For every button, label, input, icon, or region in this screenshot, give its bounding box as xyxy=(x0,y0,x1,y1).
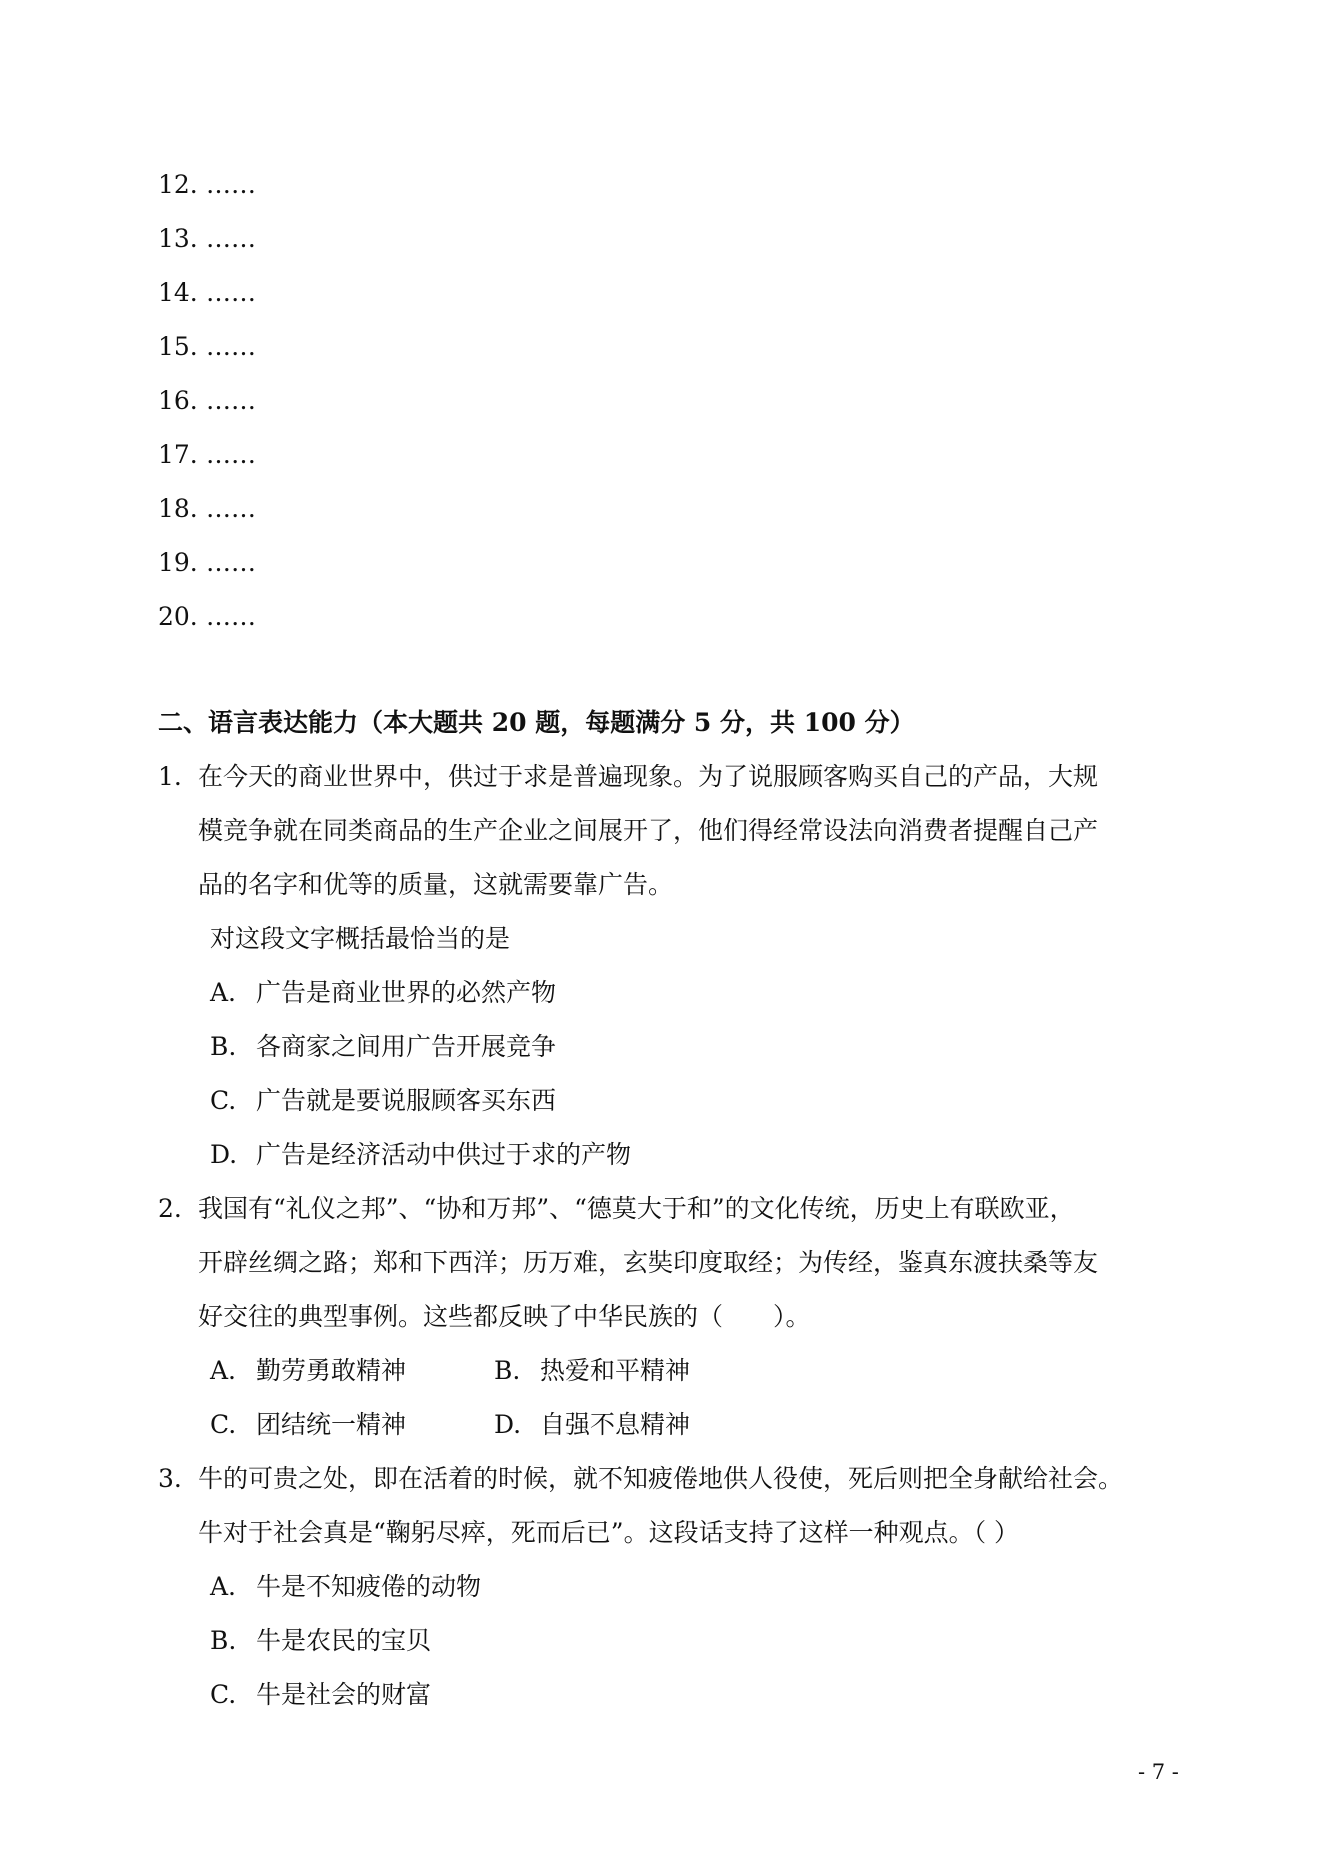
option-label: C. xyxy=(210,1680,237,1709)
option-text: 广告是商业世界的必然产物 xyxy=(256,978,557,1007)
option-text: 牛是不知疲倦的动物 xyxy=(256,1572,482,1601)
question-text: 品的名字和优等的质量，这就需要靠广告。 xyxy=(198,870,674,899)
question-2-line xyxy=(158,1192,1075,1226)
option-d xyxy=(494,1408,690,1442)
list-item xyxy=(158,600,256,634)
option-label: D. xyxy=(494,1410,522,1439)
option-a xyxy=(210,976,556,1010)
list-item-text: …… xyxy=(206,332,256,361)
question-text: 在今天的商业世界中，供过于求是普遍现象。为了说服顾客购买自己的产品，大规 xyxy=(198,762,1099,791)
list-item-number: 19. xyxy=(158,548,198,577)
list-item xyxy=(158,546,256,580)
list-item xyxy=(158,492,256,526)
list-item-text: …… xyxy=(206,278,256,307)
list-item-number: 18. xyxy=(158,494,198,523)
option-label: B. xyxy=(494,1356,521,1385)
list-item-number: 17. xyxy=(158,440,198,469)
option-b xyxy=(494,1354,690,1388)
question-text: 好交往的典型事例。这些都反映了中华民族的（ ）。 xyxy=(198,1302,811,1331)
option-text: 自强不息精神 xyxy=(540,1410,691,1439)
question-text: 开辟丝绸之路；郑和下西洋；历万难，玄奘印度取经；为传经，鉴真东渡扶桑等友 xyxy=(198,1248,1099,1277)
option-label: B. xyxy=(210,1032,237,1061)
list-item-number: 20. xyxy=(158,602,198,631)
option-b xyxy=(210,1030,556,1064)
question-prompt: 对这段文字概括最恰当的是 xyxy=(210,924,511,953)
list-item-number: 14. xyxy=(158,278,198,307)
option-b xyxy=(210,1624,431,1658)
question-number: 1. xyxy=(158,762,182,791)
question-text: 牛对于社会真是“鞠躬尽瘁，死而后已”。这段话支持了这样一种观点。（ ） xyxy=(198,1518,1020,1547)
option-text: 勤劳勇敢精神 xyxy=(256,1356,407,1385)
option-d xyxy=(210,1138,631,1172)
option-text: 广告是经济活动中供过于求的产物 xyxy=(256,1140,632,1169)
list-item-number: 15. xyxy=(158,332,198,361)
option-text: 团结统一精神 xyxy=(256,1410,407,1439)
list-item xyxy=(158,168,256,202)
page-number: - 7 - xyxy=(1138,1760,1179,1784)
option-text: 热爱和平精神 xyxy=(540,1356,691,1385)
question-text: 我国有“礼仪之邦”、“协和万邦”、“德莫大于和”的文化传统，历史上有联欧亚， xyxy=(198,1194,1075,1223)
option-c xyxy=(210,1084,556,1118)
list-item xyxy=(158,384,256,418)
option-c xyxy=(210,1678,431,1712)
list-item-text: …… xyxy=(206,602,256,631)
question-number: 2. xyxy=(158,1194,182,1223)
option-label: B. xyxy=(210,1626,237,1655)
question-3-line xyxy=(158,1462,1123,1496)
list-item-text: …… xyxy=(206,170,256,199)
question-text: 模竞争就在同类商品的生产企业之间展开了，他们得经常设法向消费者提醒自己产 xyxy=(198,816,1099,845)
list-item-number: 12. xyxy=(158,170,198,199)
list-item xyxy=(158,276,256,310)
option-text: 广告就是要说服顾客买东西 xyxy=(256,1086,557,1115)
option-label: D. xyxy=(210,1140,238,1169)
section-heading: 二、语言表达能力（本大题共 20 题，每题满分 5 分，共 100 分） xyxy=(158,708,915,737)
list-item-number: 16. xyxy=(158,386,198,415)
list-item-text: …… xyxy=(206,386,256,415)
list-item xyxy=(158,330,256,364)
question-number: 3. xyxy=(158,1464,182,1493)
list-item-text: …… xyxy=(206,548,256,577)
list-item-number: 13. xyxy=(158,224,198,253)
option-label: A. xyxy=(210,978,237,1007)
option-label: C. xyxy=(210,1086,237,1115)
option-label: A. xyxy=(210,1356,237,1385)
list-item-text: …… xyxy=(206,440,256,469)
question-1-line xyxy=(158,760,1098,794)
list-item-text: …… xyxy=(206,494,256,523)
list-item xyxy=(158,438,256,472)
option-a xyxy=(210,1354,406,1388)
option-text: 牛是社会的财富 xyxy=(256,1680,432,1709)
list-item-text: …… xyxy=(206,224,256,253)
option-label: C. xyxy=(210,1410,237,1439)
option-c xyxy=(210,1408,406,1442)
option-a xyxy=(210,1570,481,1604)
list-item xyxy=(158,222,256,256)
question-text: 牛的可贵之处，即在活着的时候，就不知疲倦地供人役使，死后则把全身献给社会。 xyxy=(198,1464,1124,1493)
option-label: A. xyxy=(210,1572,237,1601)
option-text: 各商家之间用广告开展竞争 xyxy=(256,1032,557,1061)
option-text: 牛是农民的宝贝 xyxy=(256,1626,432,1655)
